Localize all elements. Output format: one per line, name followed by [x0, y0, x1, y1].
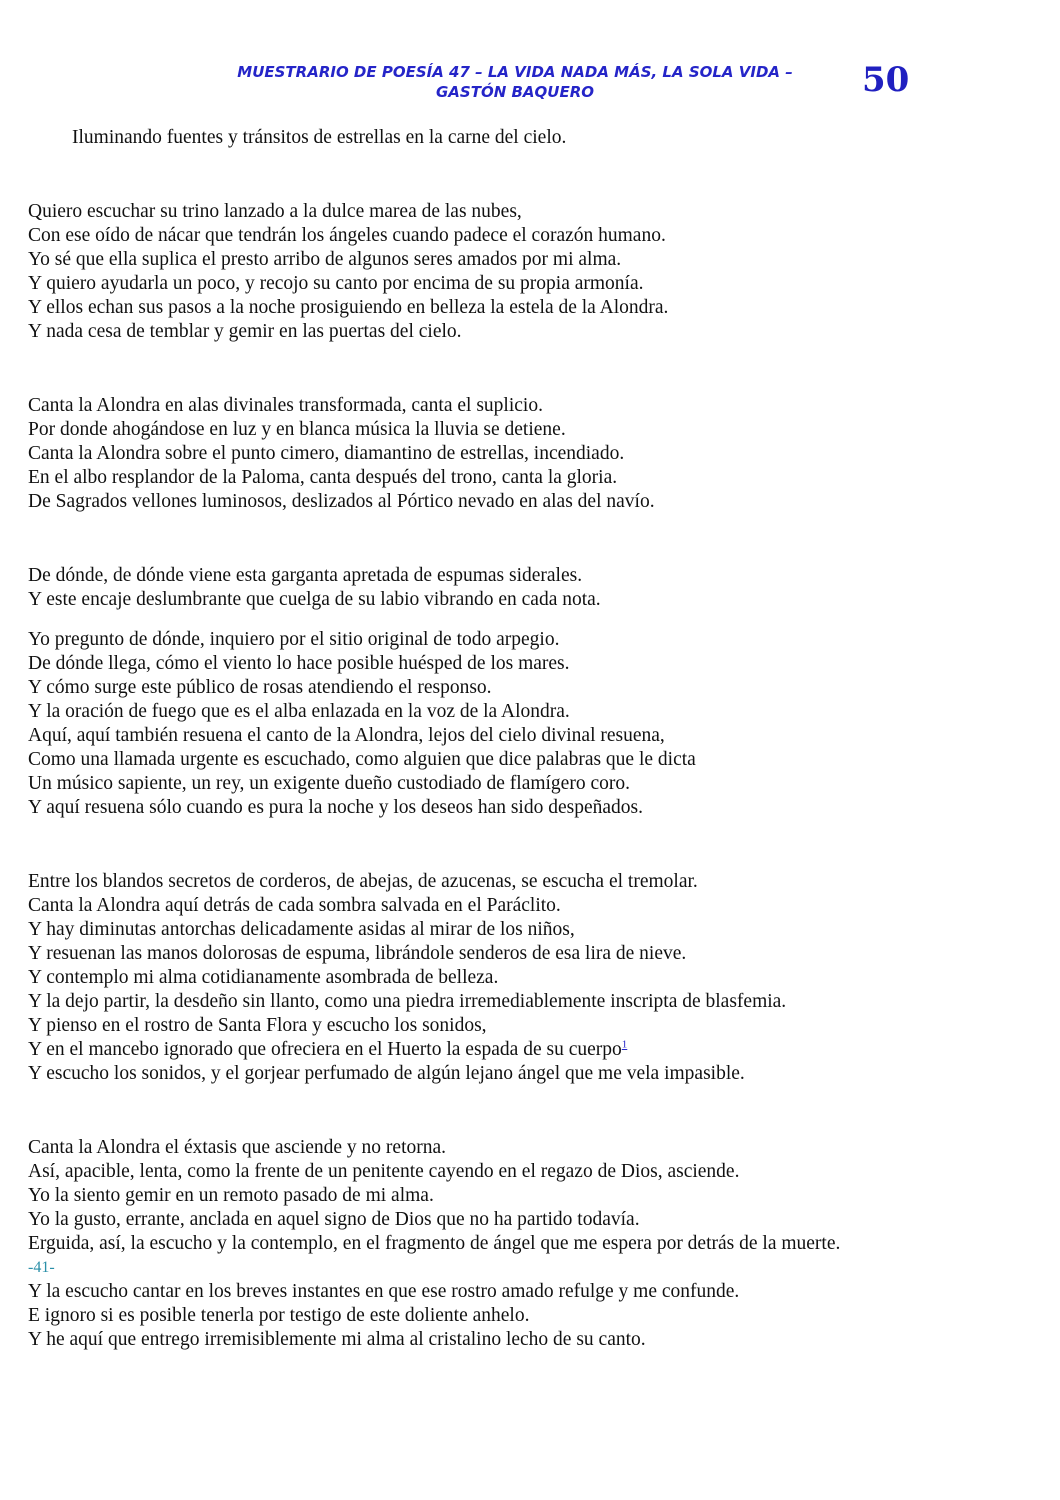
stanza-2 [28, 394, 1048, 514]
poem-body [28, 126, 1048, 1352]
page-number: 50 [862, 60, 910, 100]
poem-line: Entre los blandos secretos de corderos, de abejas, de azucenas, se escucha el tremolar. [28, 871, 698, 892]
poem-line: E ignoro si es posible tenerla por testigo de este doliente anhelo. [28, 1305, 530, 1326]
poem-line: Canta la Alondra el éxtasis que asciende y no retorna. [28, 1137, 447, 1158]
poem-line: Aquí, aquí también resuena el canto de la Alondra, lejos del cielo divinal resuena, [28, 725, 665, 746]
poem-line: Yo la gusto, errante, anclada en aquel signo de Dios que no ha partido todavía. [28, 1209, 640, 1230]
poem-line: Y aquí resuena sólo cuando es pura la noche y los deseos han sido despeñados. [28, 797, 643, 818]
poem-line: Como una llamada urgente es escuchado, como alguien que dice palabras que le dicta [28, 749, 696, 770]
poem-line: Y resuenan las manos dolorosas de espuma, librándole senderos de esa lira de nieve. [28, 943, 687, 964]
poem-line: Y cómo surge este público de rosas atendiendo el responso. [28, 677, 492, 698]
poem-line: Canta la Alondra aquí detrás de cada sombra salvada en el Paráclito. [28, 895, 561, 916]
stanza-3 [28, 564, 1048, 612]
poem-line: Y nada cesa de temblar y gemir en las puertas del cielo. [28, 321, 462, 342]
poem-line: Y pienso en el rostro de Santa Flora y escucho los sonidos, [28, 1015, 487, 1036]
poem-line: Y la dejo partir, la desdeño sin llanto, como una piedra irremediablemente inscripta de blasfemia. [28, 991, 787, 1012]
poem-line: Con ese oído de nácar que tendrán los ángeles cuando padece el corazón humano. [28, 225, 666, 246]
poem-line: Y ellos echan sus pasos a la noche prosiguiendo en belleza la estela de la Alondra. [28, 297, 669, 318]
poem-opening-line: Iluminando fuentes y tránsitos de estrellas en la carne del cielo. [72, 127, 567, 148]
poem-line: Erguida, así, la escucho y la contemplo, en el fragmento de ángel que me espera por detrás de la muerte. [28, 1233, 841, 1254]
poem-line: Yo la siento gemir en un remoto pasado de mi alma. [28, 1185, 434, 1206]
poem-line: Y este encaje deslumbrante que cuelga de su labio vibrando en cada nota. [28, 589, 601, 610]
poem-line: Un músico sapiente, un rey, un exigente dueño custodiado de flamígero coro. [28, 773, 630, 794]
footnote-link[interactable]: 1 [621, 1038, 628, 1051]
poem-line: Y quiero ayudarla un poco, y recojo su canto por encima de su propia armonía. [28, 273, 644, 294]
poem-line: De Sagrados vellones luminosos, deslizados al Pórtico nevado en alas del navío. [28, 491, 655, 512]
stanza-4 [28, 628, 1048, 820]
poem-line: Y hay diminutas antorchas delicadamente asidas al mirar de los niños, [28, 919, 575, 940]
poem-line: En el albo resplandor de la Paloma, canta después del trono, canta la gloria. [28, 467, 618, 488]
poem-line: Canta la Alondra en alas divinales transformada, canta el suplicio. [28, 395, 543, 416]
poem-line: Yo sé que ella suplica el presto arribo de algunos seres amados por mi alma. [28, 249, 622, 270]
poem-line: Y la oración de fuego que es el alba enlazada en la voz de la Alondra. [28, 701, 570, 722]
running-header [170, 62, 860, 102]
stanza-1 [28, 200, 1048, 344]
poem-line: Y escucho los sonidos, y el gorjear perfumado de algún lejano ángel que me vela impasible. [28, 1063, 745, 1084]
header-title-line2: GASTÓN BAQUERO [435, 83, 594, 101]
stanza-6 [28, 1136, 1048, 1352]
stanza-5 [28, 870, 1048, 1086]
poem-line-text: Y en el mancebo ignorado que ofreciera en el Huerto la espada de su cuerpo [28, 1039, 622, 1060]
poem-line-with-footnote [28, 1038, 1048, 1062]
poem-line: Y contemplo mi alma cotidianamente asombrada de belleza. [28, 967, 499, 988]
poem-line: Quiero escuchar su trino lanzado a la dulce marea de las nubes, [28, 201, 522, 222]
poem-line: Y he aquí que entrego irremisiblemente mi alma al cristalino lecho de su canto. [28, 1329, 646, 1350]
poem-line: Yo pregunto de dónde, inquiero por el sitio original de todo arpegio. [28, 629, 560, 650]
poem-line: De dónde, de dónde viene esta garganta apretada de espumas siderales. [28, 565, 583, 586]
poem-line: De dónde llega, cómo el viento lo hace posible huésped de los mares. [28, 653, 570, 674]
original-page-marker: -41- [28, 1259, 55, 1276]
poem-line: Por donde ahogándose en luz y en blanca música la lluvia se detiene. [28, 419, 566, 440]
poem-line: Canta la Alondra sobre el punto cimero, diamantino de estrellas, incendiado. [28, 443, 625, 464]
header-title-line1: MUESTRARIO DE POESÍA 47 – LA VIDA NADA MÁS, LA SOLA VIDA – [237, 63, 793, 81]
poem-line: Así, apacible, lenta, como la frente de un penitente cayendo en el regazo de Dios, asciende. [28, 1161, 740, 1182]
poem-line: Y la escucho cantar en los breves instantes en que ese rostro amado refulge y me confunde. [28, 1281, 740, 1302]
